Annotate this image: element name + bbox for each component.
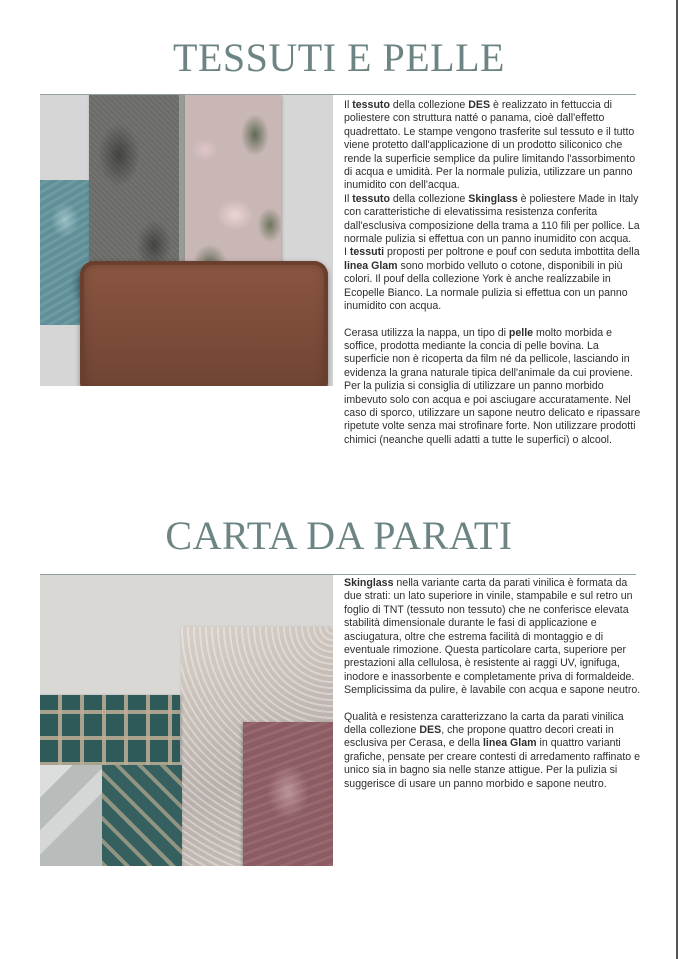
fabric-leather-swatches-photo (40, 95, 333, 386)
brown-leather-tray (80, 261, 328, 386)
text: in quattro varianti grafiche, pensate per creare contesti di arredamento raffinato e unico sia in bagno sia nelle stanze attigue. Per la pulizia si suggerisce di usare un panno morbido e sapone neutro. (344, 737, 641, 790)
bold-text: Skinglass (344, 577, 394, 589)
text: è realizzato in fettuccia di poliestere con struttura natté o panama, cioè dall'effetto quadrettato. Le stampe vengono trasferite sul tessuto e il tutto viene protetto dall'applicazione di un prodotto siliconico che rende la superficie semplice da pulire limitando l'assorbimento di acqua e umidità. Per la normale pulizia, utilizzare un panno inumidito con dell'acqua. (344, 99, 636, 192)
bold-text: Skinglass (468, 192, 518, 205)
text: I (344, 246, 350, 259)
text: sono morbido velluto o cotone, disponibili in più colori. Il pouf della collezione York è anche realizzabile in Ecopelle Bianco. La normale pulizia si effettua con un panno inumidito con acqua. (344, 259, 628, 313)
paragraph (344, 711, 644, 791)
paragraph (344, 99, 644, 193)
text: , che propone quattro decori creati in esclusiva per Cerasa, e della (344, 724, 614, 750)
text: Cerasa utilizza la nappa, un tipo di (344, 326, 509, 339)
bold-text: tessuto (352, 192, 390, 205)
bold-text: linea Glam (344, 259, 398, 272)
paragraph (344, 577, 644, 698)
bold-text: DES (419, 724, 442, 737)
bold-text: DES (468, 99, 491, 111)
rose-wallpaper-swatch (243, 722, 333, 866)
marble-wallpaper-swatch (40, 765, 102, 866)
text: Il (344, 99, 353, 111)
section-title-carta-da-parati: CARTA DA PARATI (165, 513, 513, 558)
text: della collezione (389, 99, 469, 111)
bold-text: linea Glam (482, 737, 537, 750)
wallpaper-swatches-photo (40, 575, 333, 866)
paragraph (344, 193, 644, 247)
bold-text: tessuti (349, 246, 385, 259)
text: è poliestere Made in Italy con caratteristiche di elevatissima resistenza conferita dall'esclusiva composizione della trama a 110 fili per pollice. La normale pulizia si effettua con un panno inumidito con acqua. (344, 192, 640, 246)
text: della collezione (389, 192, 469, 205)
section-title-tessuti: TESSUTI E PELLE (173, 35, 505, 80)
bold-text: pelle (508, 326, 534, 339)
text: nella variante carta da parati vinilica è formata da due strati: un lato superiore in vinile, stampabile e sul retro un foglio di TNT (tessuto non tessuto) che ne conferisce elevata stabilità dimensionale durante le fasi di applicazione e asciugatura, oltre che estrema facilità di montaggio e di eventuale rimozione. Questa particolare carta, superiore per prestazioni alla cellulosa, è resistente ai raggi UV, ignifuga, inodore e inassorbente e completamente priva di formaldeide. Semplicissima da pulire, è lavabile con acqua e sapone neutro. (344, 577, 641, 697)
teal-geometric-wallpaper-swatch (102, 765, 182, 866)
text: proposti per poltrone e pouf con seduta imbottita della (384, 246, 640, 259)
bold-text: tessuto (352, 99, 390, 111)
text: Il (344, 192, 353, 205)
text: Qualità e resistenza caratterizzano la carta da parati vinilica della collezione (344, 710, 624, 737)
section2-body (344, 577, 644, 791)
paragraph (344, 327, 644, 448)
section1-body (344, 99, 644, 447)
text: molto morbida e soffice, prodotta mediante la concia di pelle bovina. La superficie non è ricoperta da film né da pellicole, lasciando in evidenza la grana naturale tipica dell'animale da cui proviene. Per la pulizia si consiglia di utilizzare un panno morbido imbevuto solo con acqua e poi asciugare accuratamente. Nel caso di sporco, utilizzare un sapone neutro delicato e ripassare ripetute volte senza mai strofinare forte. Non utilizzare prodotti chimici (neanche quelli adatti a tutte le superfici) o alcool. (344, 326, 641, 446)
paragraph (344, 246, 644, 313)
